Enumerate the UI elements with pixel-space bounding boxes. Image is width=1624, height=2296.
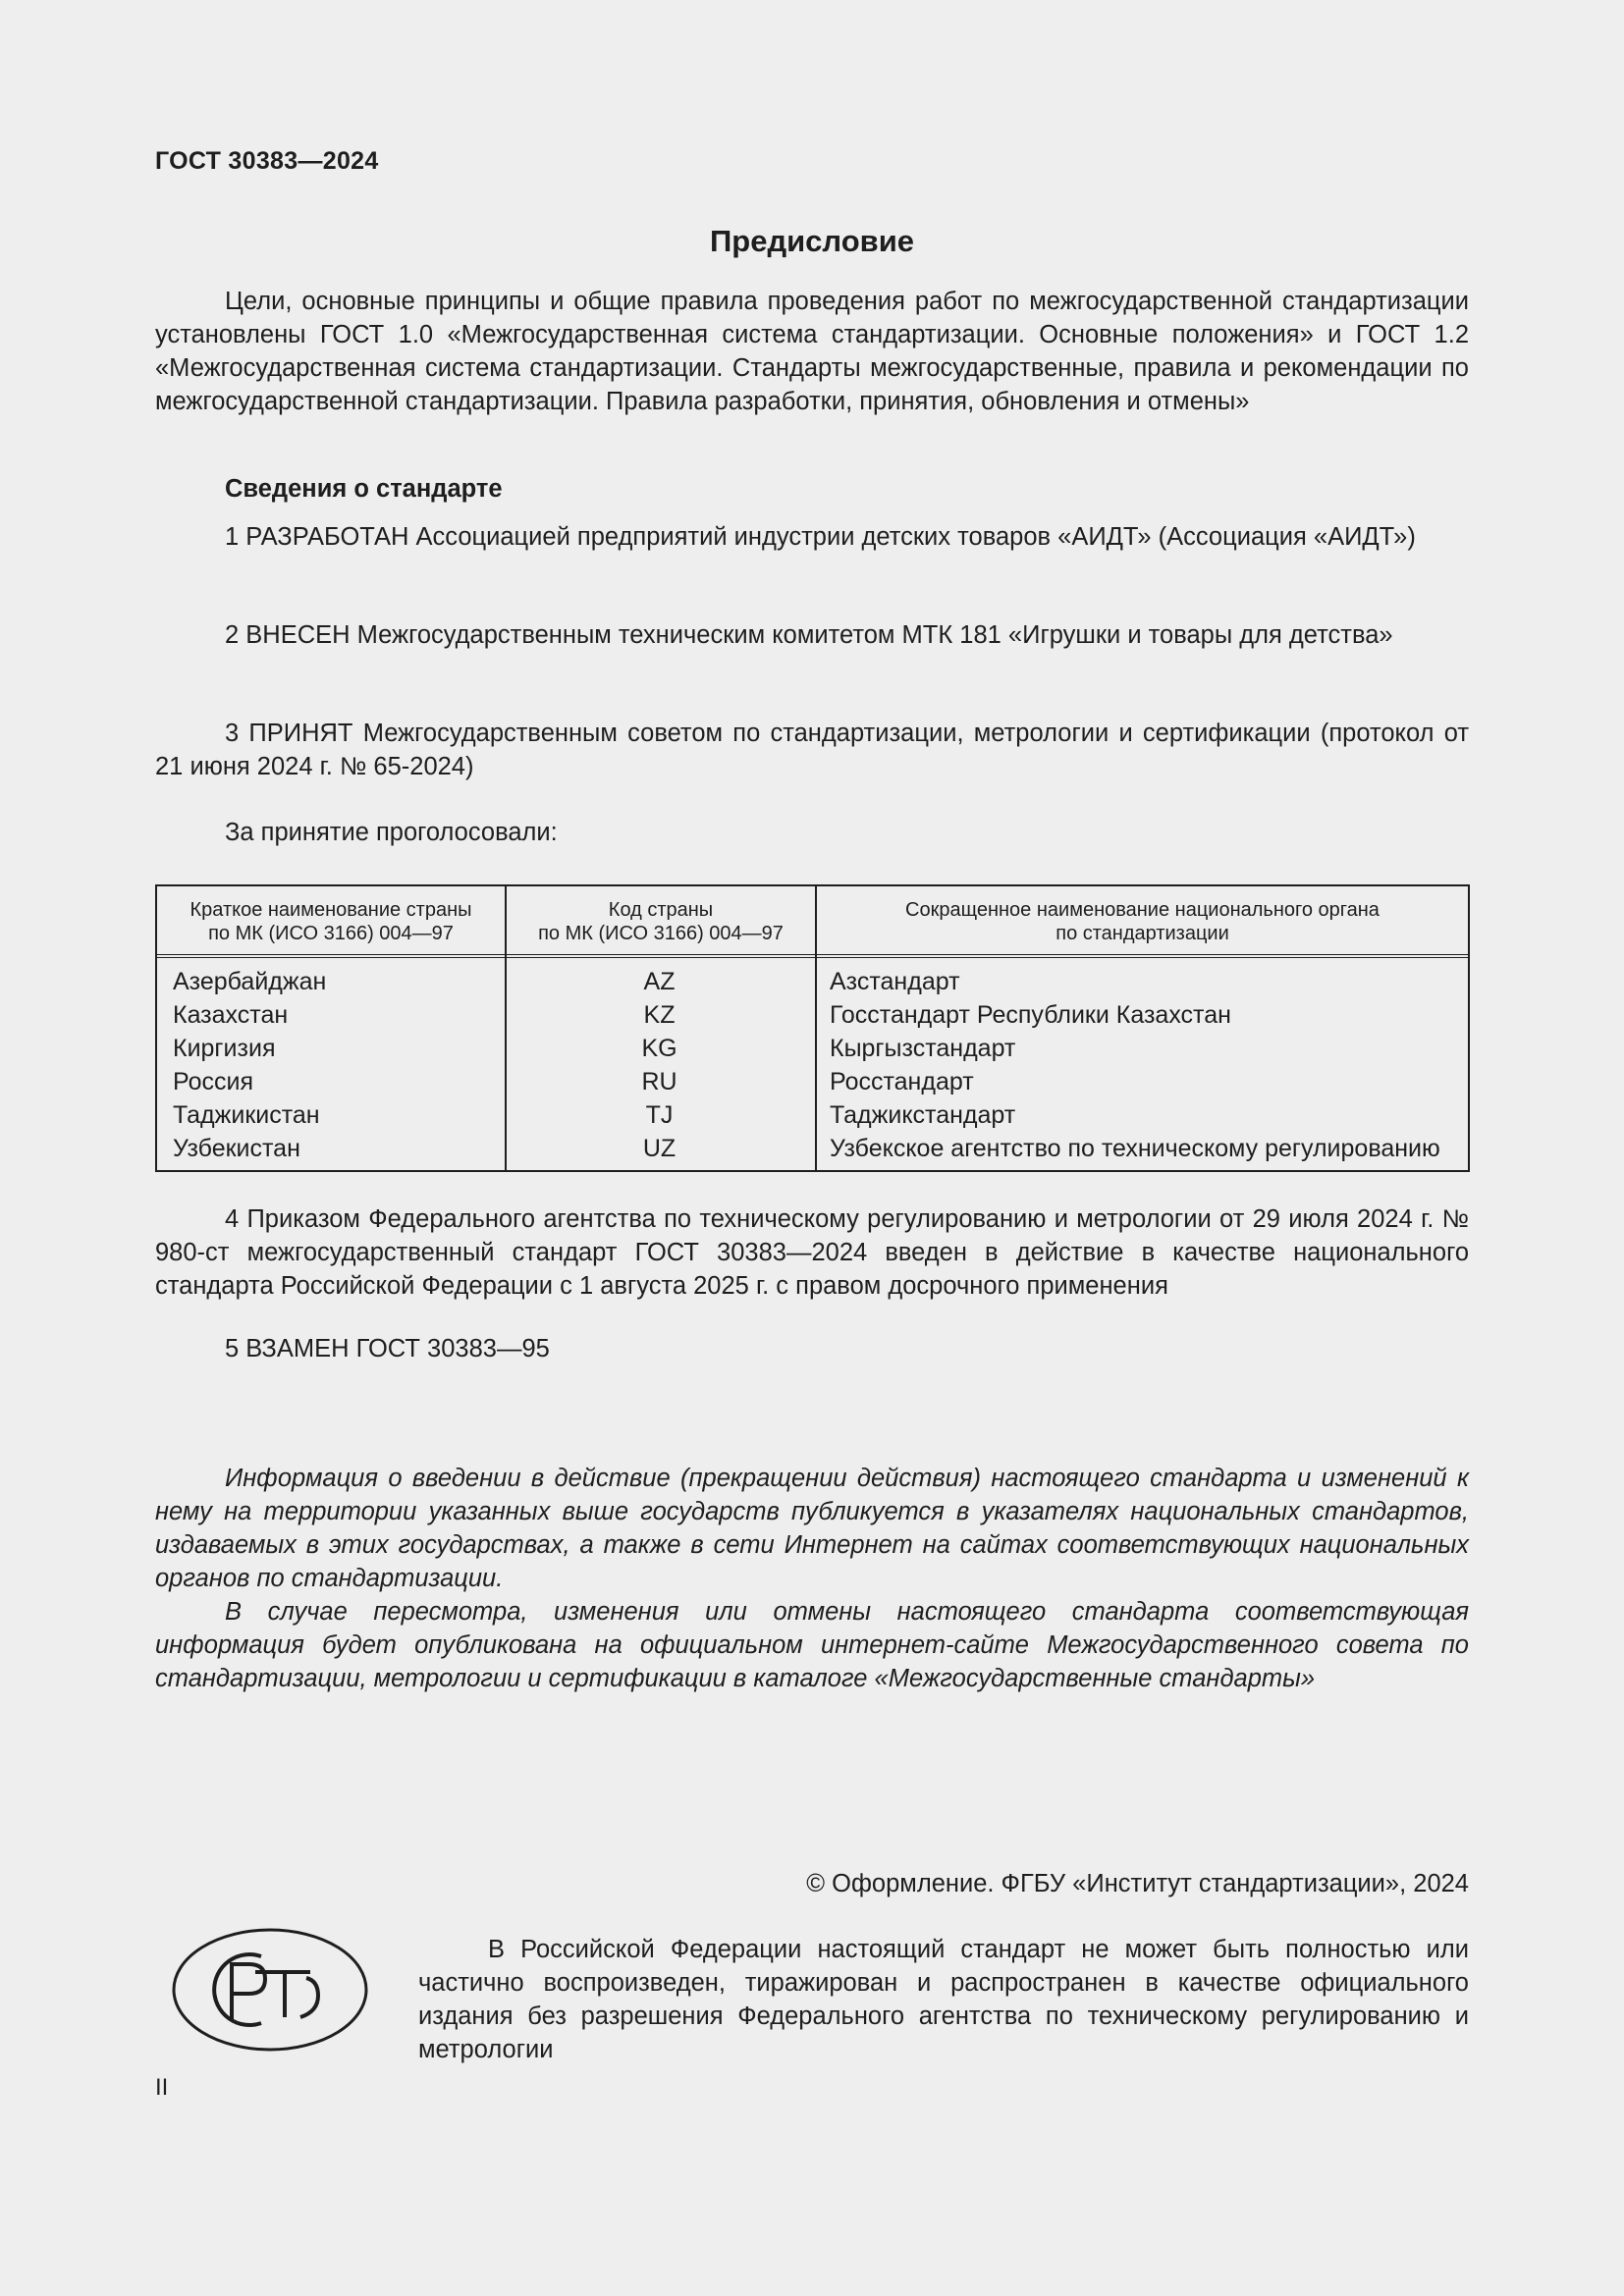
country-code: KG — [641, 1035, 677, 1062]
intro-paragraph: Цели, основные принципы и общие правила проведения работ по межгосударственной стандартизации установлены ГОСТ 1.0 «Межгосударственная система стандартизации. Основные положения» и ГОСТ 1.2 «Межгосударственная система стандартизации. Стандарты межгосударственные, правила и рекомендации по межгосударственной стандартизации. Правила разработки, принятия, обновления и отмены» — [155, 288, 1469, 415]
gost-r-logo-icon — [171, 1927, 369, 2053]
copyright-notice: В Российской Федерации настоящий стандарт не может быть полностью или частично воспроизведен, тиражирован и распространен в качестве официального издания без разрешения Федерального агентства по техническому регулированию и метрологии — [418, 1936, 1469, 2063]
table-header-code: Код страны по МК (ИСО 3166) 004—97 — [538, 899, 784, 944]
table-header-country: Краткое наименование страны по МК (ИСО 3166) 004—97 — [189, 899, 472, 944]
country-name: Киргизия — [173, 1035, 276, 1062]
item-1-developed: 1 РАЗРАБОТАН Ассоциацией предприятий индустрии детских товаров «АИДТ» (Ассоциация «АИДТ») — [225, 523, 1416, 551]
country-code: RU — [641, 1068, 677, 1095]
page-number: II — [155, 2074, 169, 2101]
table-row — [157, 998, 1468, 1032]
country-name: Россия — [173, 1068, 253, 1095]
country-code: KZ — [643, 1001, 676, 1029]
table-row — [157, 1065, 1468, 1098]
item-5-replaces: 5 ВЗАМЕН ГОСТ 30383—95 — [225, 1335, 550, 1362]
item-3-adopted: 3 ПРИНЯТ Межгосударственным советом по стандартизации, метрологии и сертификации (протокол от 21 июня 2024 г. № 65-2024) — [155, 720, 1469, 780]
info-paragraph-1: Информация о введении в действие (прекращении действия) настоящего стандарта и изменений к нему на территории указанных выше государств публикуется в указателях национальных стандартов, издаваемых в этих государствах, а также в сети Интернет на сайтах соответствующих национальных органов по стандартизации. — [155, 1465, 1469, 1592]
country-name: Азербайджан — [173, 968, 327, 995]
voted-label: За принятие проголосовали: — [225, 819, 558, 846]
table-row — [157, 1132, 1468, 1165]
standards-body: Таджикстандарт — [830, 1101, 1016, 1129]
table-header-body: Сокращенное наименование национального органа по стандартизации — [905, 899, 1380, 944]
standards-body: Азстандарт — [830, 968, 960, 995]
standards-body: Росстандарт — [830, 1068, 974, 1095]
country-code: UZ — [642, 1135, 677, 1162]
item-2-introduced: 2 ВНЕСЕН Межгосударственным техническим комитетом МТК 181 «Игрушки и товары для детства» — [225, 621, 1393, 649]
country-name: Узбекистан — [173, 1135, 300, 1162]
standards-body: Госстандарт Республики Казахстан — [830, 1001, 1231, 1029]
table-row — [157, 965, 1468, 998]
country-name: Казахстан — [173, 1001, 289, 1029]
item-4-order: 4 Приказом Федерального агентства по техническому регулированию и метрологии от 29 июля 2024 г. № 980-ст межгосударственный стандарт ГОСТ 30383—2024 введен в действие в качестве национального стандарта Российской Федерации с 1 августа 2025 г. с правом досрочного применения — [155, 1205, 1469, 1300]
standards-body: Узбекское агентство по техническому регулированию — [830, 1135, 1440, 1162]
voting-table — [155, 884, 1470, 1172]
document-id: ГОСТ 30383—2024 — [155, 147, 379, 175]
country-code: TJ — [645, 1101, 674, 1129]
country-name: Таджикистан — [173, 1101, 320, 1129]
copyright-line: © Оформление. ФГБУ «Институт стандартизации», 2024 — [806, 1870, 1469, 1897]
section-heading: Сведения о стандарте — [225, 475, 503, 503]
standards-body: Кыргызстандарт — [830, 1035, 1016, 1062]
country-code: AZ — [643, 968, 676, 995]
page-title: Предисловие — [709, 224, 914, 258]
table-row — [157, 1032, 1468, 1065]
table-header-row — [157, 886, 1468, 958]
table-row — [157, 1098, 1468, 1132]
info-paragraph-2: В случае пересмотра, изменения или отмены настоящего стандарта соответствующая информация будет опубликована на официальном интернет-сайте Межгосударственного совета по стандартизации, метрологии и сертификации в каталоге «Межгосударственные стандарты» — [155, 1598, 1469, 1692]
